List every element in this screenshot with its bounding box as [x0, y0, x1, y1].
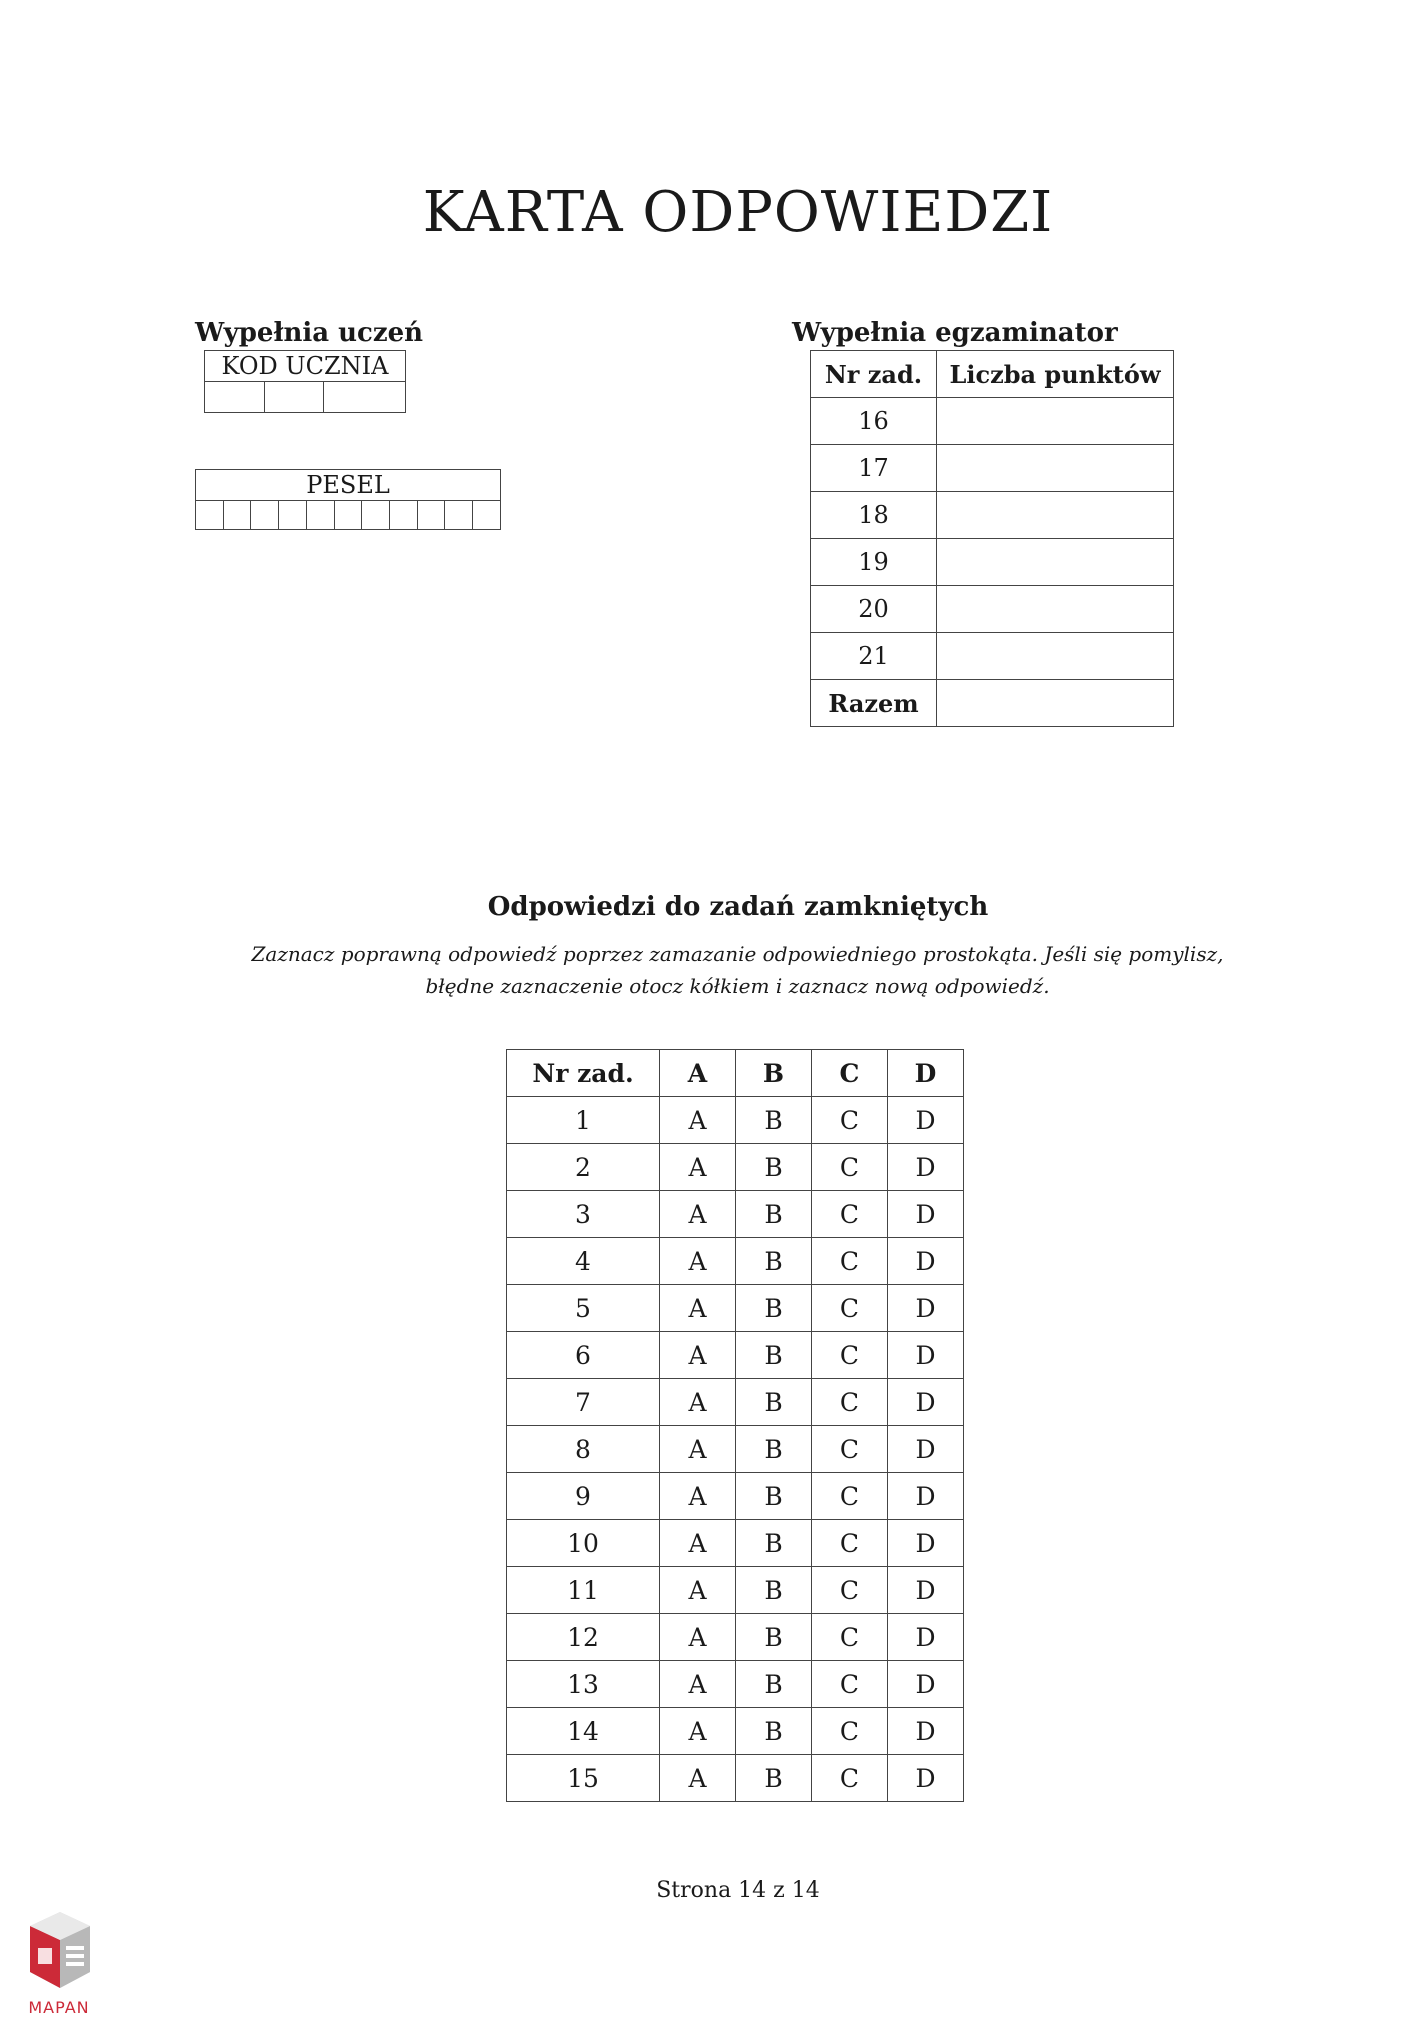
answers-column-header: D: [888, 1050, 964, 1097]
answer-option-d[interactable]: D: [888, 1144, 964, 1191]
answer-option-a[interactable]: A: [660, 1520, 736, 1567]
answer-option-a[interactable]: A: [660, 1144, 736, 1191]
examiner-column-header: Nr zad.: [811, 351, 937, 398]
task-number: 11: [507, 1567, 660, 1614]
task-number: 20: [811, 586, 937, 633]
answer-option-d[interactable]: D: [888, 1520, 964, 1567]
student-code-label: KOD UCZNIA: [205, 351, 406, 382]
examiner-row: [811, 633, 1174, 680]
answer-option-c[interactable]: C: [812, 1144, 888, 1191]
examiner-heading: Wypełnia egzaminator: [792, 318, 1118, 348]
answer-option-d[interactable]: D: [888, 1097, 964, 1144]
instructions-text: Zaznacz poprawną odpowiedź poprzez zamazanie odpowiedniego prostokąta. Jeśli się pomylisz, błędne zaznaczenie otocz kółkiem i zaznacz nową odpowiedź.: [251, 942, 1224, 998]
answer-option-c[interactable]: C: [812, 1520, 888, 1567]
answer-row: [507, 1332, 964, 1379]
answer-option-b[interactable]: B: [736, 1426, 812, 1473]
examiner-row: [811, 539, 1174, 586]
answer-option-b[interactable]: B: [736, 1238, 812, 1285]
answer-option-a[interactable]: A: [660, 1708, 736, 1755]
examiner-row: [811, 445, 1174, 492]
examiner-row: [811, 586, 1174, 633]
answer-row: [507, 1614, 964, 1661]
answer-row: [507, 1285, 964, 1332]
answer-option-c[interactable]: C: [812, 1097, 888, 1144]
logo-text: MAPAN: [28, 1998, 90, 2017]
answer-option-b[interactable]: B: [736, 1191, 812, 1238]
pesel-label: PESEL: [196, 470, 501, 501]
task-number: 13: [507, 1661, 660, 1708]
answer-option-b[interactable]: B: [736, 1567, 812, 1614]
answer-option-c[interactable]: C: [812, 1379, 888, 1426]
answer-option-a[interactable]: A: [660, 1755, 736, 1802]
answer-option-a[interactable]: A: [660, 1661, 736, 1708]
answer-option-b[interactable]: B: [736, 1661, 812, 1708]
answer-row: [507, 1144, 964, 1191]
answer-option-a[interactable]: A: [660, 1567, 736, 1614]
answers-table: [506, 1049, 964, 1802]
answer-option-a[interactable]: A: [660, 1238, 736, 1285]
answer-option-c[interactable]: C: [812, 1426, 888, 1473]
answer-option-d[interactable]: D: [888, 1755, 964, 1802]
answer-option-d[interactable]: D: [888, 1473, 964, 1520]
pesel-digit-box[interactable]: [251, 501, 279, 530]
answer-option-d[interactable]: D: [888, 1332, 964, 1379]
answer-option-a[interactable]: A: [660, 1426, 736, 1473]
task-number: 17: [811, 445, 937, 492]
answers-column-header: B: [736, 1050, 812, 1097]
pesel-digit-box[interactable]: [196, 501, 224, 530]
answer-option-b[interactable]: B: [736, 1285, 812, 1332]
answer-option-b[interactable]: B: [736, 1144, 812, 1191]
answer-option-a[interactable]: A: [660, 1285, 736, 1332]
student-code-box[interactable]: [264, 382, 324, 413]
examiner-column-header: Liczba punktów: [937, 351, 1174, 398]
answer-row: [507, 1520, 964, 1567]
task-number: 3: [507, 1191, 660, 1238]
answer-option-a[interactable]: A: [660, 1332, 736, 1379]
answer-row: [507, 1567, 964, 1614]
answer-option-d[interactable]: D: [888, 1191, 964, 1238]
task-number: 10: [507, 1520, 660, 1567]
answer-option-c[interactable]: C: [812, 1238, 888, 1285]
answer-row: [507, 1191, 964, 1238]
answer-option-d[interactable]: D: [888, 1285, 964, 1332]
pesel-digit-box[interactable]: [390, 501, 418, 530]
answer-row: [507, 1238, 964, 1285]
examiner-row: [811, 398, 1174, 445]
answer-row: [507, 1426, 964, 1473]
student-heading: Wypełnia uczeń: [195, 318, 424, 348]
answer-option-c[interactable]: C: [812, 1708, 888, 1755]
task-number: 15: [507, 1755, 660, 1802]
total-label: Razem: [811, 680, 937, 727]
answer-option-a[interactable]: A: [660, 1473, 736, 1520]
answer-option-d[interactable]: D: [888, 1238, 964, 1285]
answer-option-b[interactable]: B: [736, 1520, 812, 1567]
answer-option-b[interactable]: B: [736, 1473, 812, 1520]
answer-option-c[interactable]: C: [812, 1332, 888, 1379]
task-number: 2: [507, 1144, 660, 1191]
answer-option-d[interactable]: D: [888, 1567, 964, 1614]
answer-option-b[interactable]: B: [736, 1614, 812, 1661]
answer-option-a[interactable]: A: [660, 1614, 736, 1661]
pesel-digit-box[interactable]: [334, 501, 362, 530]
answer-option-d[interactable]: D: [888, 1661, 964, 1708]
task-number: 19: [811, 539, 937, 586]
pesel-digit-box[interactable]: [362, 501, 390, 530]
closed-tasks-heading: Odpowiedzi do zadań zamkniętych: [487, 892, 989, 922]
points-cell[interactable]: [937, 539, 1174, 586]
answer-row: [507, 1661, 964, 1708]
pesel-digit-box[interactable]: [279, 501, 307, 530]
answer-option-a[interactable]: A: [660, 1379, 736, 1426]
answer-option-c[interactable]: C: [812, 1567, 888, 1614]
points-cell[interactable]: [937, 633, 1174, 680]
task-number: 4: [507, 1238, 660, 1285]
task-number: 7: [507, 1379, 660, 1426]
task-number: 21: [811, 633, 937, 680]
points-cell[interactable]: [937, 492, 1174, 539]
answer-option-b[interactable]: B: [736, 1755, 812, 1802]
answer-option-d[interactable]: D: [888, 1614, 964, 1661]
points-cell[interactable]: [937, 445, 1174, 492]
answer-option-b[interactable]: B: [736, 1379, 812, 1426]
pesel-digit-box[interactable]: [417, 501, 445, 530]
answer-option-b[interactable]: B: [736, 1097, 812, 1144]
answers-column-header: A: [660, 1050, 736, 1097]
task-number: 14: [507, 1708, 660, 1755]
pesel-digit-box[interactable]: [473, 501, 501, 530]
answers-column-header: Nr zad.: [507, 1050, 660, 1097]
answer-option-c[interactable]: C: [812, 1755, 888, 1802]
answers-column-header: C: [812, 1050, 888, 1097]
answer-row: [507, 1097, 964, 1144]
pesel-digit-box[interactable]: [445, 501, 473, 530]
task-number: 6: [507, 1332, 660, 1379]
answer-row: [507, 1473, 964, 1520]
pesel-table: [195, 469, 501, 530]
task-number: 18: [811, 492, 937, 539]
task-number: 12: [507, 1614, 660, 1661]
answer-option-d[interactable]: D: [888, 1379, 964, 1426]
page-number: Strona 14 z 14: [656, 1878, 820, 1903]
answer-option-c[interactable]: C: [812, 1661, 888, 1708]
answer-option-b[interactable]: B: [736, 1708, 812, 1755]
answer-option-a[interactable]: A: [660, 1097, 736, 1144]
student-code-box[interactable]: [205, 382, 265, 413]
answer-option-b[interactable]: B: [736, 1332, 812, 1379]
answer-option-c[interactable]: C: [812, 1473, 888, 1520]
student-code-table: [204, 350, 406, 413]
pesel-digit-box[interactable]: [306, 501, 334, 530]
book-logo-icon: [20, 1904, 98, 1992]
points-cell[interactable]: [937, 586, 1174, 633]
publisher-logo: [20, 1904, 98, 2017]
answer-option-a[interactable]: A: [660, 1191, 736, 1238]
task-number: 16: [811, 398, 937, 445]
points-cell[interactable]: [937, 398, 1174, 445]
answer-row: [507, 1379, 964, 1426]
page-title: KARTA ODPOWIEDZI: [422, 180, 1054, 245]
examiner-score-table: [810, 350, 1174, 727]
answer-option-c[interactable]: C: [812, 1191, 888, 1238]
task-number: 1: [507, 1097, 660, 1144]
total-points-cell[interactable]: [937, 680, 1174, 727]
examiner-row: [811, 492, 1174, 539]
student-code-box[interactable]: [324, 382, 406, 413]
answer-option-c[interactable]: C: [812, 1614, 888, 1661]
answer-option-d[interactable]: D: [888, 1426, 964, 1473]
answer-row: [507, 1708, 964, 1755]
answer-option-c[interactable]: C: [812, 1285, 888, 1332]
task-number: 9: [507, 1473, 660, 1520]
task-number: 8: [507, 1426, 660, 1473]
answer-option-d[interactable]: D: [888, 1708, 964, 1755]
pesel-digit-box[interactable]: [223, 501, 251, 530]
task-number: 5: [507, 1285, 660, 1332]
answer-row: [507, 1755, 964, 1802]
